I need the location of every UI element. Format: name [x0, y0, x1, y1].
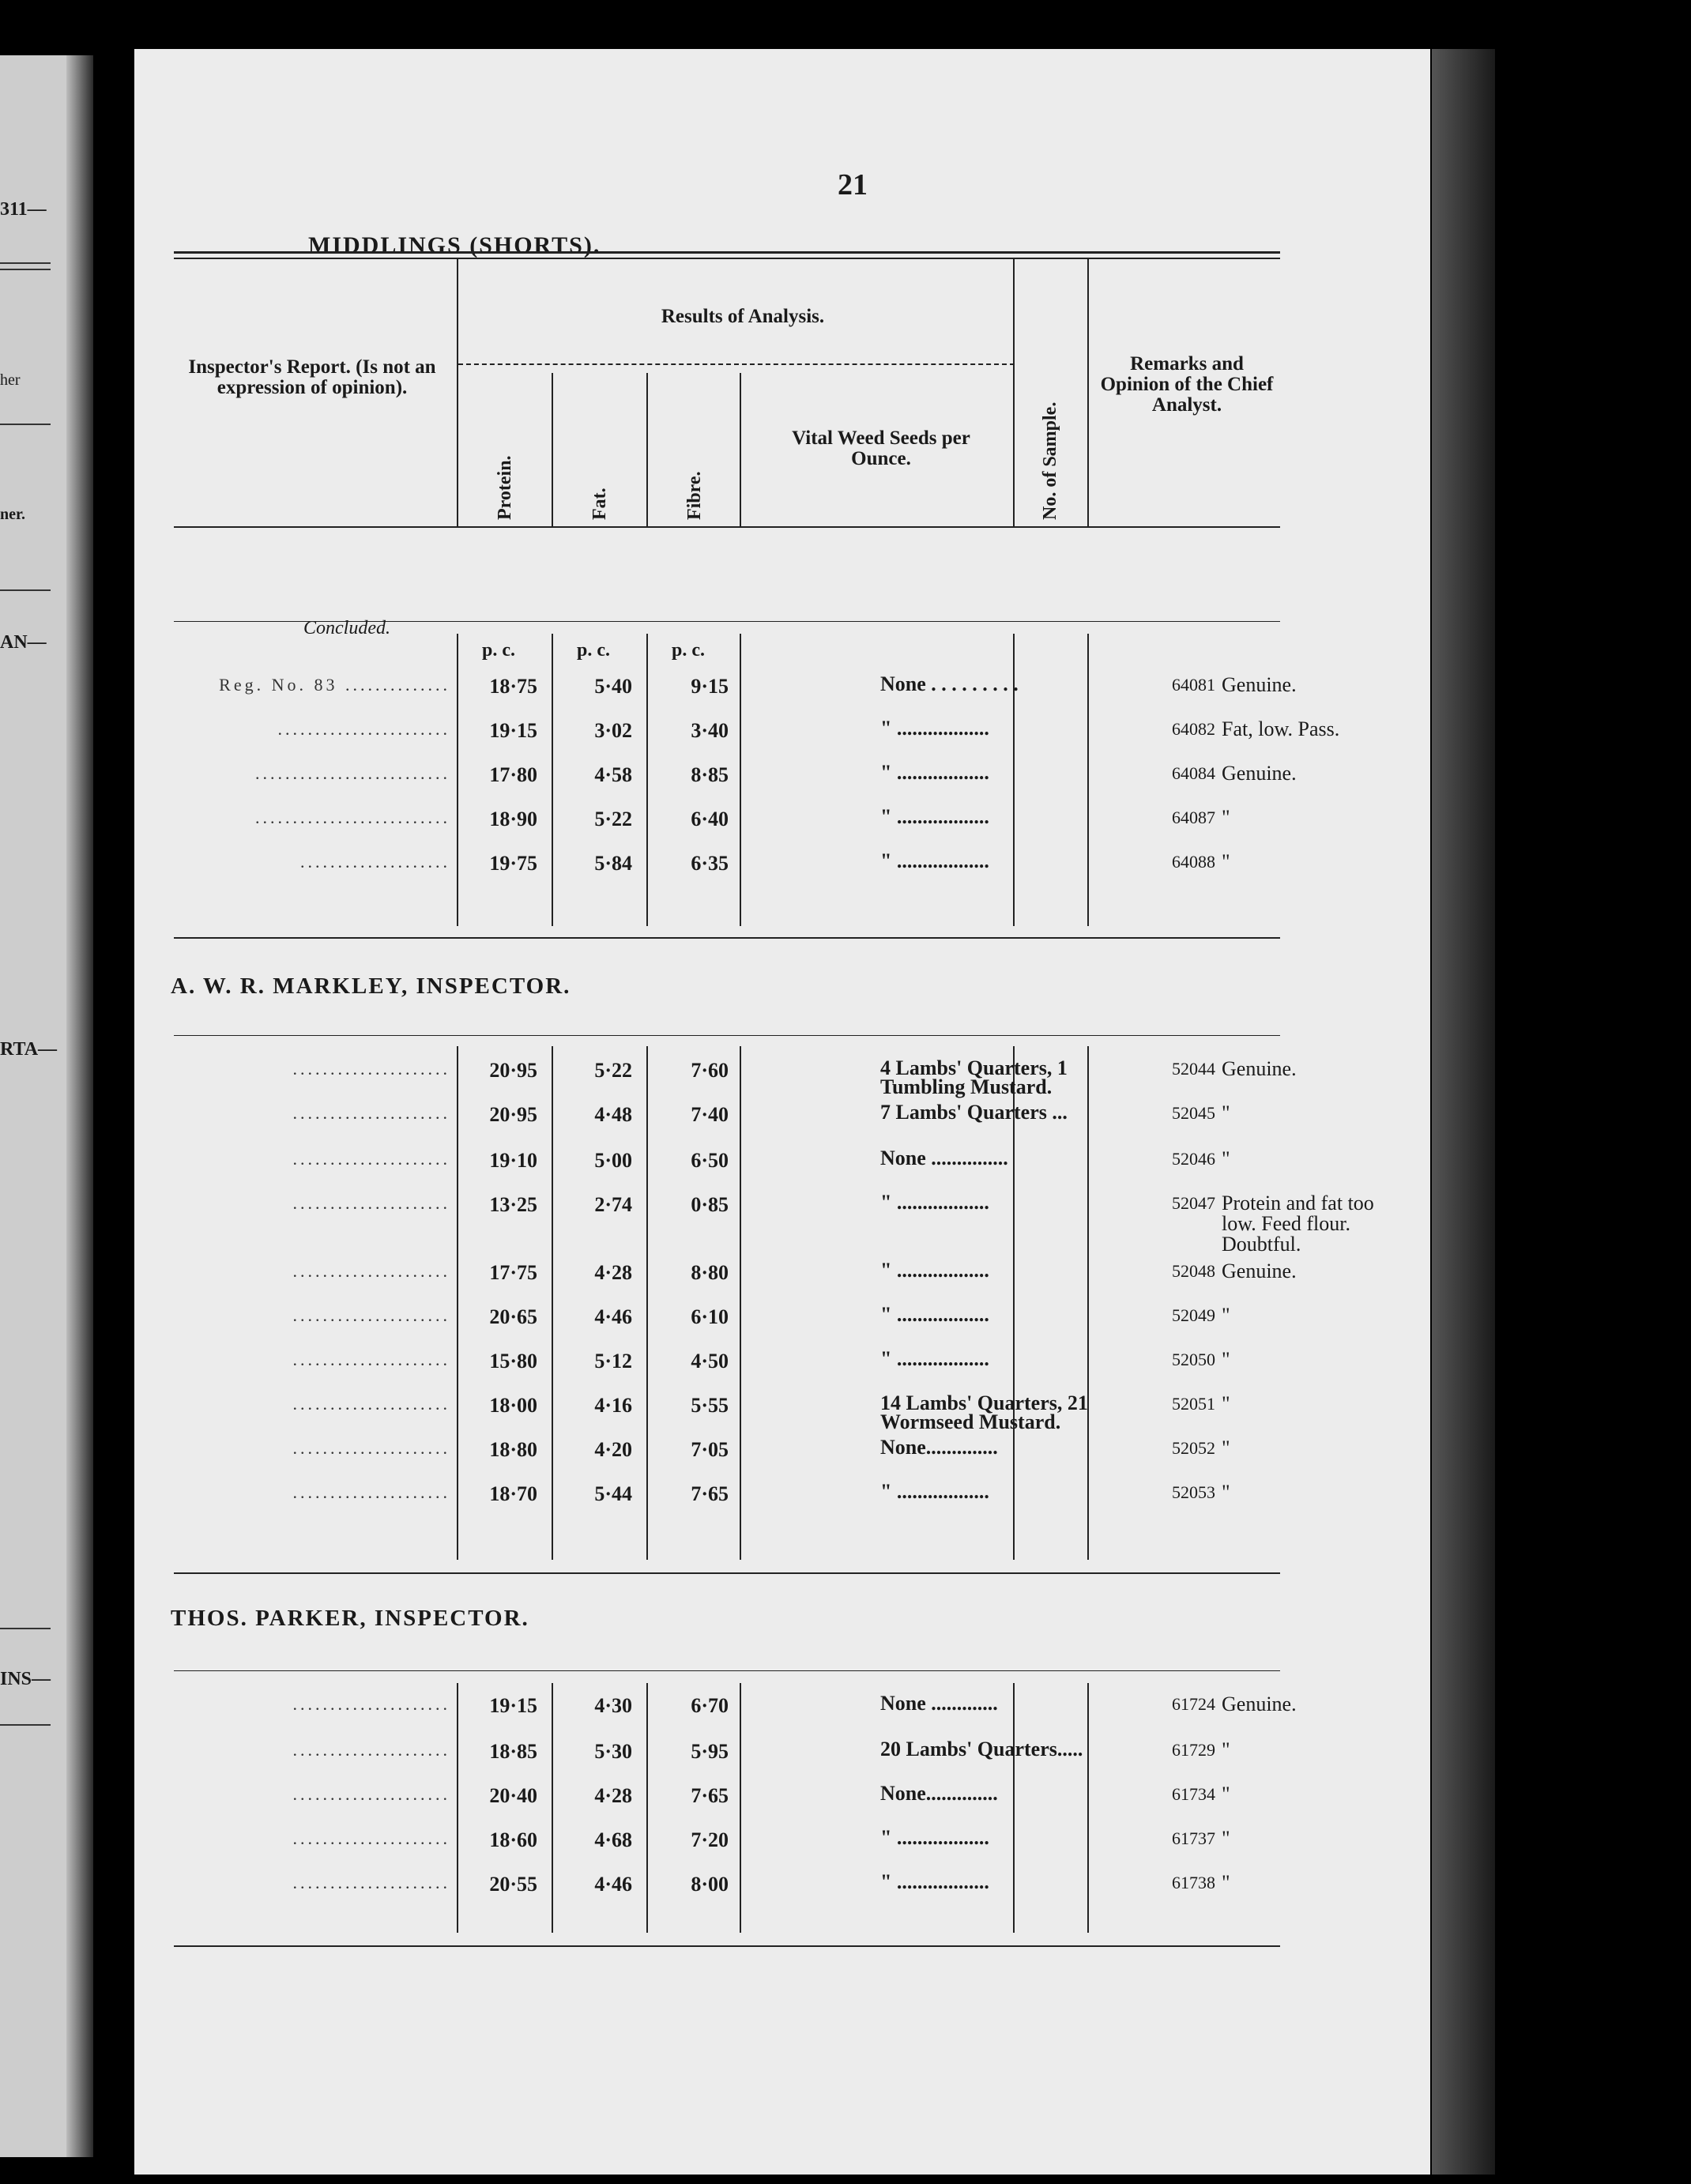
- protein-cell: 19·75: [489, 852, 537, 875]
- fibre-cell: 7·20: [691, 1828, 729, 1851]
- protein-cell: 19·15: [489, 719, 537, 742]
- table-row: [134, 1103, 1430, 1135]
- remarks-cell: ": [1222, 1738, 1230, 1761]
- inspector-cell: .....................: [292, 1350, 450, 1369]
- table-row: [134, 849, 1430, 883]
- protein-cell: 18·00: [489, 1394, 537, 1417]
- sample-cell: 64081: [1172, 675, 1215, 695]
- col-rule: [740, 373, 741, 526]
- table-row: [134, 1305, 1430, 1337]
- remarks-cell: ": [1222, 850, 1230, 873]
- remarks-cell: Genuine.: [1222, 673, 1297, 696]
- sample-cell: 52051: [1172, 1394, 1215, 1414]
- remarks-cell: ": [1222, 1147, 1230, 1170]
- col-rule: [1087, 259, 1089, 526]
- inspector-report-header: Inspector's Report. (Is not an expression of opinion).: [188, 356, 436, 398]
- section-rule: [174, 1572, 1280, 1574]
- seeds-cell: 4 Lambs' Quarters, 1 Tumbling Mustard.: [880, 1056, 1068, 1098]
- page: [134, 49, 1430, 2175]
- table-row: [134, 1740, 1430, 1772]
- table-row: [134, 1391, 1430, 1433]
- sample-cell: 52049: [1172, 1305, 1215, 1325]
- results-rule: [458, 363, 1015, 365]
- remarks-cell: ": [1222, 1827, 1230, 1850]
- fibre-cell: 6·40: [691, 808, 729, 830]
- protein-cell: 20·65: [489, 1305, 537, 1328]
- inspector-cell: .....................: [292, 1103, 450, 1123]
- table-row: [134, 1828, 1430, 1860]
- fat-header: Fat.: [589, 488, 610, 520]
- table-row: [134, 1191, 1430, 1256]
- table-row: [134, 1482, 1430, 1514]
- remarks-cell: Genuine.: [1222, 1260, 1297, 1282]
- protein-cell: 20·40: [489, 1784, 537, 1807]
- table-row: [134, 1149, 1430, 1180]
- fat-cell: 5·00: [594, 1149, 632, 1172]
- weed-seeds-header: Vital Weed Seeds per Ounce.: [792, 427, 970, 469]
- inspector-cell: .....................: [292, 1438, 450, 1458]
- remarks-cell: ": [1222, 1348, 1230, 1371]
- sample-cell: 52045: [1172, 1103, 1215, 1123]
- seeds-cell: " ..................: [880, 1259, 989, 1282]
- fat-cell: 3·02: [594, 719, 632, 742]
- inspector-cell: .....................: [292, 1482, 450, 1502]
- fat-cell: 4·46: [594, 1873, 632, 1896]
- prev-rule: [0, 424, 51, 425]
- table-row: [134, 1438, 1430, 1470]
- unit-label: p. c.: [577, 640, 610, 661]
- inspector-cell: .....................: [292, 1694, 450, 1714]
- inspector-cell: Reg. No. 83 ..............: [219, 675, 450, 695]
- seeds-cell: 7 Lambs' Quarters ...: [880, 1101, 1068, 1124]
- fibre-cell: 9·15: [691, 675, 729, 698]
- fat-cell: 4·48: [594, 1103, 632, 1126]
- table-row: [134, 719, 1430, 751]
- remarks-cell: ": [1222, 1783, 1230, 1806]
- fibre-cell: 6·70: [691, 1694, 729, 1717]
- inspector-cell: .....................: [292, 1305, 450, 1325]
- seeds-cell: 14 Lambs' Quarters, 21 Wormseed Mustard.: [880, 1391, 1088, 1433]
- protein-cell: 13·25: [489, 1193, 537, 1216]
- seeds-cell: " ..................: [880, 805, 989, 828]
- seeds-cell: 20 Lambs' Quarters.....: [880, 1738, 1083, 1760]
- protein-cell: 18·75: [489, 675, 537, 698]
- protein-header: Protein.: [495, 455, 515, 520]
- prev-fragment: her: [0, 371, 21, 389]
- col-rule: [646, 373, 648, 526]
- remarks-cell: Genuine.: [1222, 1693, 1297, 1715]
- fat-cell: 5·44: [594, 1482, 632, 1505]
- inspector-cell: .....................: [292, 1193, 450, 1213]
- fat-cell: 4·28: [594, 1784, 632, 1807]
- fibre-cell: 6·35: [691, 852, 729, 875]
- seeds-cell: " ..................: [880, 1303, 989, 1326]
- prev-fragment: INS—: [0, 1669, 51, 1689]
- seeds-cell: " ..................: [880, 761, 989, 784]
- header-top-rule: [174, 251, 1280, 254]
- col-rule: [552, 373, 553, 526]
- fat-cell: 4·20: [594, 1438, 632, 1461]
- section-rule: [174, 1670, 1280, 1671]
- remarks-cell: ": [1222, 1437, 1230, 1459]
- prev-fragment: AN—: [0, 632, 47, 653]
- protein-cell: 20·95: [489, 1103, 537, 1126]
- remarks-cell: Genuine.: [1222, 1057, 1297, 1080]
- inspector-cell: .....................: [292, 1059, 450, 1079]
- prev-rule: [0, 269, 51, 270]
- table-row: [134, 1694, 1430, 1726]
- inspector-cell: ..........................: [255, 808, 450, 827]
- prev-rule: [0, 589, 51, 591]
- col-rule: [1013, 259, 1015, 526]
- table-row: [134, 1870, 1430, 1904]
- inspector-cell: .....................: [292, 1828, 450, 1848]
- sample-cell: 64082: [1172, 719, 1215, 739]
- fibre-cell: 5·55: [691, 1394, 729, 1417]
- inspector-cell: .....................: [292, 1740, 450, 1760]
- seeds-cell: None . . . . . . . . .: [880, 672, 1019, 695]
- fibre-cell: 8·85: [691, 763, 729, 786]
- table-row: [134, 763, 1430, 795]
- fat-cell: 4·16: [594, 1394, 632, 1417]
- seeds-cell: None..............: [880, 1436, 998, 1459]
- seeds-cell: None ...............: [880, 1147, 1008, 1169]
- remarks-cell: Genuine.: [1222, 762, 1297, 785]
- table-row: [134, 1784, 1430, 1816]
- previous-page-shadow: [66, 55, 93, 2157]
- fat-cell: 4·68: [594, 1828, 632, 1851]
- inspector-cell: .....................: [292, 1784, 450, 1804]
- fibre-cell: 4·50: [691, 1350, 729, 1373]
- sample-cell: 52046: [1172, 1149, 1215, 1169]
- sample-cell: 61729: [1172, 1740, 1215, 1760]
- fat-cell: 4·30: [594, 1694, 632, 1717]
- fibre-cell: 0·85: [691, 1193, 729, 1216]
- remarks-cell: ": [1222, 1481, 1230, 1504]
- page-title: MIDDLINGS (SHORTS).: [308, 232, 601, 258]
- sample-cell: 52044: [1172, 1059, 1215, 1079]
- fibre-cell: 7·60: [691, 1059, 729, 1082]
- unit-label: p. c.: [672, 640, 705, 661]
- prev-rule: [0, 1724, 51, 1726]
- fat-cell: 5·30: [594, 1740, 632, 1763]
- header-bottom-rule: [174, 526, 1280, 528]
- protein-cell: 17·75: [489, 1261, 537, 1284]
- seeds-cell: " ..................: [880, 1870, 989, 1893]
- protein-cell: 20·95: [489, 1059, 537, 1082]
- results-header: Results of Analysis.: [661, 306, 825, 327]
- sample-cell: 52047: [1172, 1193, 1215, 1213]
- fibre-cell: 6·50: [691, 1149, 729, 1172]
- table-row: [134, 1056, 1430, 1098]
- fat-cell: 4·58: [594, 763, 632, 786]
- fibre-cell: 7·40: [691, 1103, 729, 1126]
- fat-cell: 5·84: [594, 852, 632, 875]
- seeds-cell: " ..................: [880, 1480, 989, 1503]
- seeds-cell: " ..................: [880, 1347, 989, 1370]
- protein-cell: 15·80: [489, 1350, 537, 1373]
- fibre-cell: 8·80: [691, 1261, 729, 1284]
- inspector-cell: ..........................: [255, 763, 450, 783]
- section-rule: [174, 1035, 1280, 1036]
- sample-cell: 61737: [1172, 1828, 1215, 1848]
- table-row: [134, 805, 1430, 839]
- protein-cell: 19·15: [489, 1694, 537, 1717]
- fibre-cell: 7·65: [691, 1482, 729, 1505]
- remarks-cell: ": [1222, 1304, 1230, 1327]
- seeds-cell: None .............: [880, 1692, 998, 1715]
- header-top-rule: [174, 258, 1280, 259]
- sample-cell: 61738: [1172, 1873, 1215, 1892]
- remarks-cell: ": [1222, 1101, 1230, 1124]
- protein-cell: 18·80: [489, 1438, 537, 1461]
- protein-cell: 18·60: [489, 1828, 537, 1851]
- protein-cell: 18·70: [489, 1482, 537, 1505]
- sample-cell: 52048: [1172, 1261, 1215, 1281]
- fibre-header: Fibre.: [684, 471, 705, 520]
- fat-cell: 5·22: [594, 808, 632, 830]
- table-row: [134, 1347, 1430, 1381]
- prev-fragment: ner.: [0, 506, 26, 523]
- section-heading: THOS. PARKER, INSPECTOR.: [171, 1606, 529, 1631]
- remarks-cell: ": [1222, 1871, 1230, 1894]
- fibre-cell: 5·95: [691, 1740, 729, 1763]
- sample-cell: 52053: [1172, 1482, 1215, 1502]
- remarks-header: Remarks and Opinion of the Chief Analyst.: [1100, 353, 1274, 416]
- seeds-cell: " ..................: [880, 849, 989, 872]
- remarks-cell: ": [1222, 1392, 1230, 1415]
- section-rule: [174, 621, 1280, 622]
- table-row: [134, 672, 1430, 706]
- protein-cell: 20·55: [489, 1873, 537, 1896]
- section-rule: [174, 1945, 1280, 1947]
- fat-cell: 4·28: [594, 1261, 632, 1284]
- remarks-cell: ": [1222, 806, 1230, 829]
- fibre-cell: 3·40: [691, 719, 729, 742]
- fat-cell: 5·22: [594, 1059, 632, 1082]
- table-row: [134, 1261, 1430, 1293]
- sample-header: No. of Sample.: [1040, 401, 1060, 520]
- remarks-cell: Protein and fat too low. Feed flour. Doubtful.: [1222, 1192, 1374, 1256]
- inspector-cell: .....................: [292, 1261, 450, 1281]
- protein-cell: 18·90: [489, 808, 537, 830]
- inspector-cell: ....................: [300, 852, 450, 872]
- seeds-cell: " ..................: [880, 1826, 989, 1849]
- fat-cell: 5·40: [594, 675, 632, 698]
- seeds-cell: None..............: [880, 1782, 998, 1805]
- prev-fragment: 311—: [0, 199, 47, 220]
- col-rule: [457, 259, 458, 526]
- sample-cell: 64087: [1172, 808, 1215, 827]
- inspector-cell: .......................: [277, 719, 450, 739]
- sample-cell: 52050: [1172, 1350, 1215, 1369]
- seeds-cell: " ..................: [880, 717, 989, 740]
- prev-rule: [0, 1628, 51, 1629]
- protein-cell: 18·85: [489, 1740, 537, 1763]
- sample-cell: 64084: [1172, 763, 1215, 783]
- fibre-cell: 6·10: [691, 1305, 729, 1328]
- fibre-cell: 7·05: [691, 1438, 729, 1461]
- prev-rule: [0, 262, 51, 264]
- sample-cell: 61724: [1172, 1694, 1215, 1714]
- fibre-cell: 7·65: [691, 1784, 729, 1807]
- previous-page-edge: [0, 55, 93, 2157]
- unit-label: p. c.: [482, 640, 515, 661]
- sample-cell: 61734: [1172, 1784, 1215, 1804]
- inspector-cell: .....................: [292, 1149, 450, 1169]
- protein-cell: 17·80: [489, 763, 537, 786]
- inspector-cell: .....................: [292, 1873, 450, 1892]
- section-rule: [174, 937, 1280, 939]
- fat-cell: 2·74: [594, 1193, 632, 1216]
- protein-cell: 19·10: [489, 1149, 537, 1172]
- fat-cell: 4·46: [594, 1305, 632, 1328]
- fat-cell: 5·12: [594, 1350, 632, 1373]
- page-number: 21: [838, 168, 868, 201]
- sample-cell: 52052: [1172, 1438, 1215, 1458]
- fibre-cell: 8·00: [691, 1873, 729, 1896]
- section-heading: A. W. R. MARKLEY, INSPECTOR.: [171, 973, 571, 999]
- concluded-label: Concluded.: [303, 618, 390, 638]
- seeds-cell: " ..................: [880, 1191, 989, 1214]
- remarks-cell: Fat, low. Pass.: [1222, 717, 1340, 740]
- book-spine: [1432, 49, 1495, 2175]
- inspector-cell: .....................: [292, 1394, 450, 1414]
- prev-fragment: RTA—: [0, 1039, 58, 1060]
- sample-cell: 64088: [1172, 852, 1215, 872]
